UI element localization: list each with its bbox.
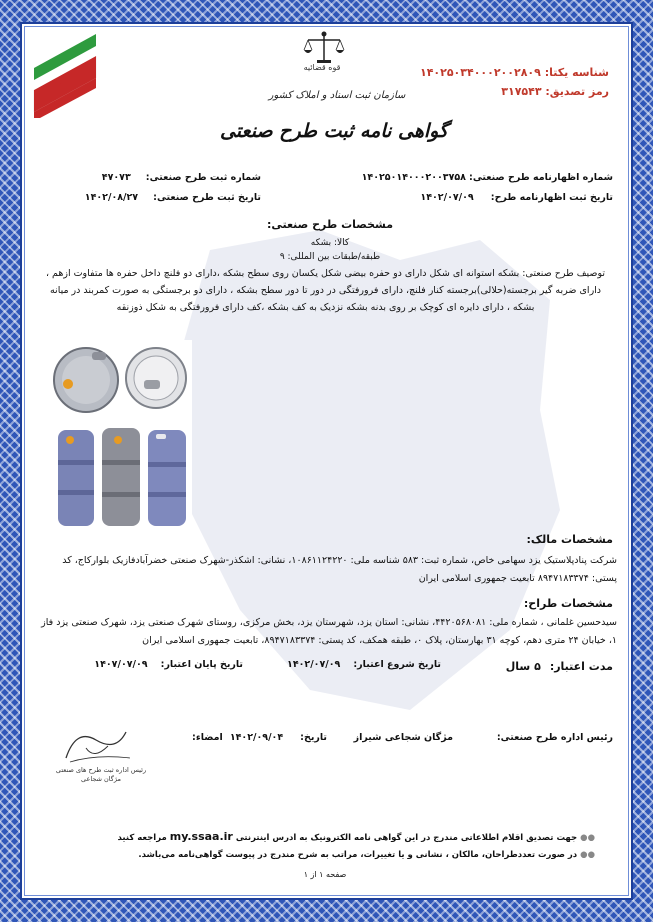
stamp-line-2: مژگان شجاعی [81, 775, 121, 783]
changes-note-text: در صورت تعددطراحان، مالکان ، نشانی و یا تغییرات، مراتب به شرح مندرج در پیوست گواهی‌نامه می‌باشد. [138, 850, 578, 860]
validity-end-value: ۱۴۰۷/۰۷/۰۹ [94, 659, 148, 670]
verification-note: ●● جهت تصدیق اقلام اطلاعاتی مندرج در این گواهی نامه الکترونیک به ادرس اینترنتی my.ssaa.ir مراجعه کنید [117, 830, 595, 843]
registration-date [85, 192, 261, 203]
declaration-date-label: تاریخ ثبت اظهارنامه طرح: [490, 192, 613, 203]
validity-duration-label: مدت اعتبار: [549, 660, 613, 673]
verification-code [501, 85, 609, 98]
stamp-line-1: رئیس اداره ثبت طرح های صنعتی [55, 766, 147, 774]
tracking-id [420, 66, 609, 79]
document-title: گواهی نامه ثبت طرح صنعتی [219, 120, 449, 142]
page-number: صفحه ۱ از ۱ [303, 870, 347, 879]
changes-note: ●● در صورت تعددطراحان، مالکان ، نشانی و یا تغییرات، مراتب به شرح مندرج در پیوست گواهی‌نامه می‌باشد. [138, 850, 595, 860]
owner-section-title: مشخصات مالک: [526, 533, 613, 546]
verification-website-link[interactable]: my.ssaa.ir [169, 830, 233, 843]
head-of-office-label: رئیس اداره طرح صنعتی: [496, 732, 613, 743]
registration-date-label: تاریخ ثبت طرح صنعتی: [153, 192, 261, 203]
registration-number-value: ۴۷۰۷۳ [101, 172, 131, 183]
validity-start-value: ۱۴۰۲/۰۷/۰۹ [287, 659, 341, 670]
declaration-number-value: ۱۴۰۲۵۰۱۴۰۰۰۲۰۰۳۷۵۸ [361, 172, 466, 183]
validity-end-label: تاریخ پایان اعتبار: [160, 659, 243, 670]
head-of-office-name: مژگان شجاعی شیراز [353, 732, 453, 743]
tracking-id-value: ۱۴۰۲۵۰۳۴۰۰۰۲۰۰۲۸۰۹ [419, 66, 541, 79]
organization-name: سازمان ثبت اسناد و املاک کشور [268, 90, 406, 101]
iran-flag-icon [26, 28, 106, 118]
signature-stamp-caption [46, 766, 156, 784]
validity-duration [506, 660, 613, 673]
judiciary-label: قوه قضائیه [303, 63, 341, 72]
product-barrel-image [52, 340, 192, 530]
validity-end [94, 659, 243, 670]
tracking-id-label: شناسه یکتا: [544, 66, 609, 79]
declaration-date-value: ۱۴۰۲/۰۷/۰۹ [420, 192, 474, 203]
registration-number [102, 172, 261, 183]
head-of-office [497, 732, 613, 743]
signature-sign-label: امضاء: [192, 732, 223, 743]
validity-start [287, 659, 441, 670]
signature-date-label: تاریخ: [300, 732, 327, 743]
verification-note-suffix: مراجعه کنید [117, 833, 167, 843]
declaration-date [420, 192, 613, 203]
signature-date-value: ۱۴۰۲/۰۹/۰۴ [229, 732, 284, 743]
registration-date-value: ۱۴۰۲/۰۸/۲۷ [84, 192, 139, 203]
declaration-number-label: شماره اظهارنامه طرح صنعتی: [469, 172, 613, 183]
validity-start-label: تاریخ شروع اعتبار: [353, 659, 441, 670]
design-classes: طبقه/طبقات بین المللی: ۹ [279, 252, 381, 262]
handwritten-signature [56, 718, 136, 768]
design-section-title: مشخصات طرح صنعتی: [266, 218, 394, 231]
owner-details: شرکت پنادپلاستیک یزد سهامی خاص، شماره ثبت: ۵۸۳ شناسه ملی: ۱۰۸۶۱۱۲۴۲۲۰، نشانی: اشکذر-شهرک صنعتی خضرآبادفازیک بلوارکاج، کد پستی: ۸۹۴۷۱۸۳۳۷۴ تابعیت جمهوری اسلامی ایران [62, 555, 617, 584]
judiciary-emblem-icon [300, 30, 348, 66]
design-description: توصیف طرح صنعتی: بشکه استوانه ای شکل دارای دو حفره بیضی شکل یکسان روی سطح بشکه ،دارای دو فلنچ داخل حفره ها متفاوت ازهم ، دارای ضربه گیر برجسته(حلالی)برجسته کنار فلنچ، دارای فرورفتگی در دور تا دور سطح بشکه ، دارای دو برجستگی به صورت کمربند در میانه بشکه ، دارای دایره ای کوچک بر روی بدنه بشکه نزدیک به کف بشکه ،کف دارای فرورفتگی به شکل ذوزنقه [45, 268, 606, 313]
verification-code-label: رمز تصدیق: [545, 85, 609, 98]
declaration-number [362, 172, 613, 183]
verification-note-prefix: جهت تصدیق اقلام اطلاعاتی مندرج در این گواهی نامه الکترونیک به ادرس اینترنتی [235, 833, 578, 843]
validity-duration-value: ۵ سال [505, 660, 541, 673]
verification-code-value: ۳۱۷۵۴۳ [501, 85, 542, 98]
registration-number-label: شماره ثبت طرح صنعتی: [145, 172, 261, 183]
signature-date [192, 732, 327, 743]
design-goods: کالا: بشکه [310, 238, 350, 248]
designer-details: سیدحسین غلمانی ، شماره ملی: ۴۴۲۰۵۶۸۰۸۱، نشانی: استان یزد، شهرستان یزد، بخش مرکزی، روستای شهرک صنعتی یزد، شهرک صنعتی یزد فاز ۱، خیابان ۲۴ متری دهم، کوچه ۳۱ بهارستان، پلاک ۰، طبقه همکف، کد پستی: ۸۹۴۷۱۸۳۳۷۴، تابعیت جمهوری اسلامی ایران [41, 617, 617, 646]
designer-section-title: مشخصات طراح: [523, 597, 613, 610]
